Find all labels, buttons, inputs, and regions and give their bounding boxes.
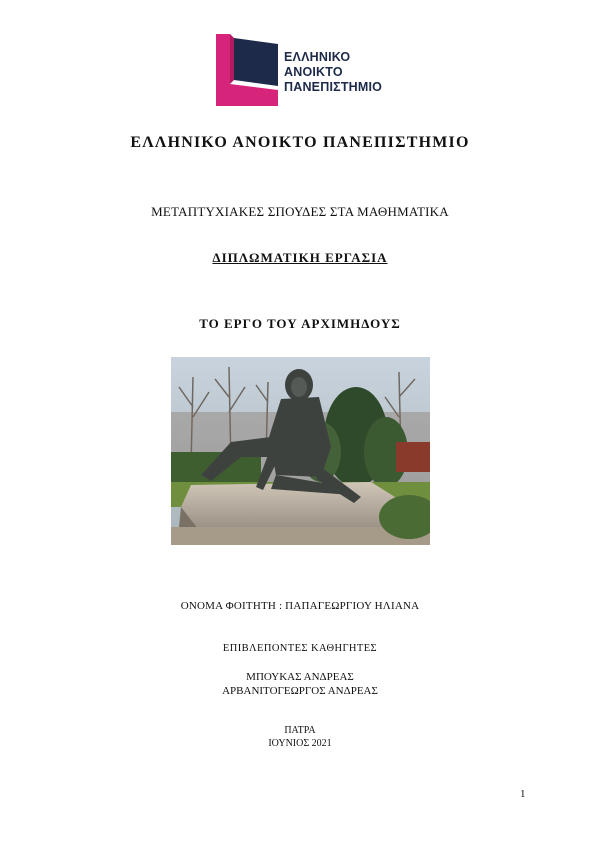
archimedes-statue-photo bbox=[171, 357, 430, 545]
page-number: 1 bbox=[520, 788, 526, 800]
university-logo bbox=[208, 34, 398, 108]
thesis-title: ΤΟ ΕΡΓΟ ΤΟΥ ΑΡΧΙΜΗΔΟΥΣ bbox=[199, 316, 401, 331]
supervisors-label: ΕΠΙΒΛΕΠΟΝΤΕΣ ΚΑΘΗΓΗΤΕΣ bbox=[222, 643, 378, 654]
thesis-label-text: ΔΙΠΛΩΜΑΤΙΚΗ ΕΡΓΑΣΙΑ bbox=[212, 250, 388, 265]
supervisor-2: ΑΡΒΑΝΙΤΟΓΕΩΡΓΟΣ ΑΝΔΡΕΑΣ bbox=[222, 685, 378, 697]
date: ΙΟΥΝΙΟΣ 2021 bbox=[268, 738, 332, 749]
logo-line-2: ΑΝΟΙΚΤΟ bbox=[284, 65, 343, 79]
logo-line-1: ΕΛΛΗΝΙΚΟ bbox=[284, 50, 351, 64]
thesis-label bbox=[0, 250, 600, 266]
program-title: ΜΕΤΑΠΤΥΧΙΑΚΕΣ ΣΠΟΥΔΕΣ ΣΤΑ ΜΑΘΗΜΑΤΙΚΑ bbox=[151, 204, 449, 219]
supervisor-1: ΜΠΟΥΚΑΣ ΑΝΔΡΕΑΣ bbox=[246, 671, 354, 683]
logo-mark-icon bbox=[208, 34, 278, 106]
city: ΠΑΤΡΑ bbox=[284, 725, 316, 736]
student-name: ΟΝΟΜΑ ΦΟΙΤΗΤΗ : ΠΑΠΑΓΕΩΡΓΙΟΥ ΗΛΙΑΝΑ bbox=[180, 600, 420, 612]
logo-line-3: ΠΑΝΕΠΙΣΤΗΜΙΟ bbox=[284, 80, 383, 94]
logo-wordmark bbox=[284, 50, 382, 95]
university-title: ΕΛΛΗΝΙΚΟ ΑΝΟΙΚΤΟ ΠΑΝΕΠΙΣΤΗΜΙΟ bbox=[130, 134, 470, 151]
